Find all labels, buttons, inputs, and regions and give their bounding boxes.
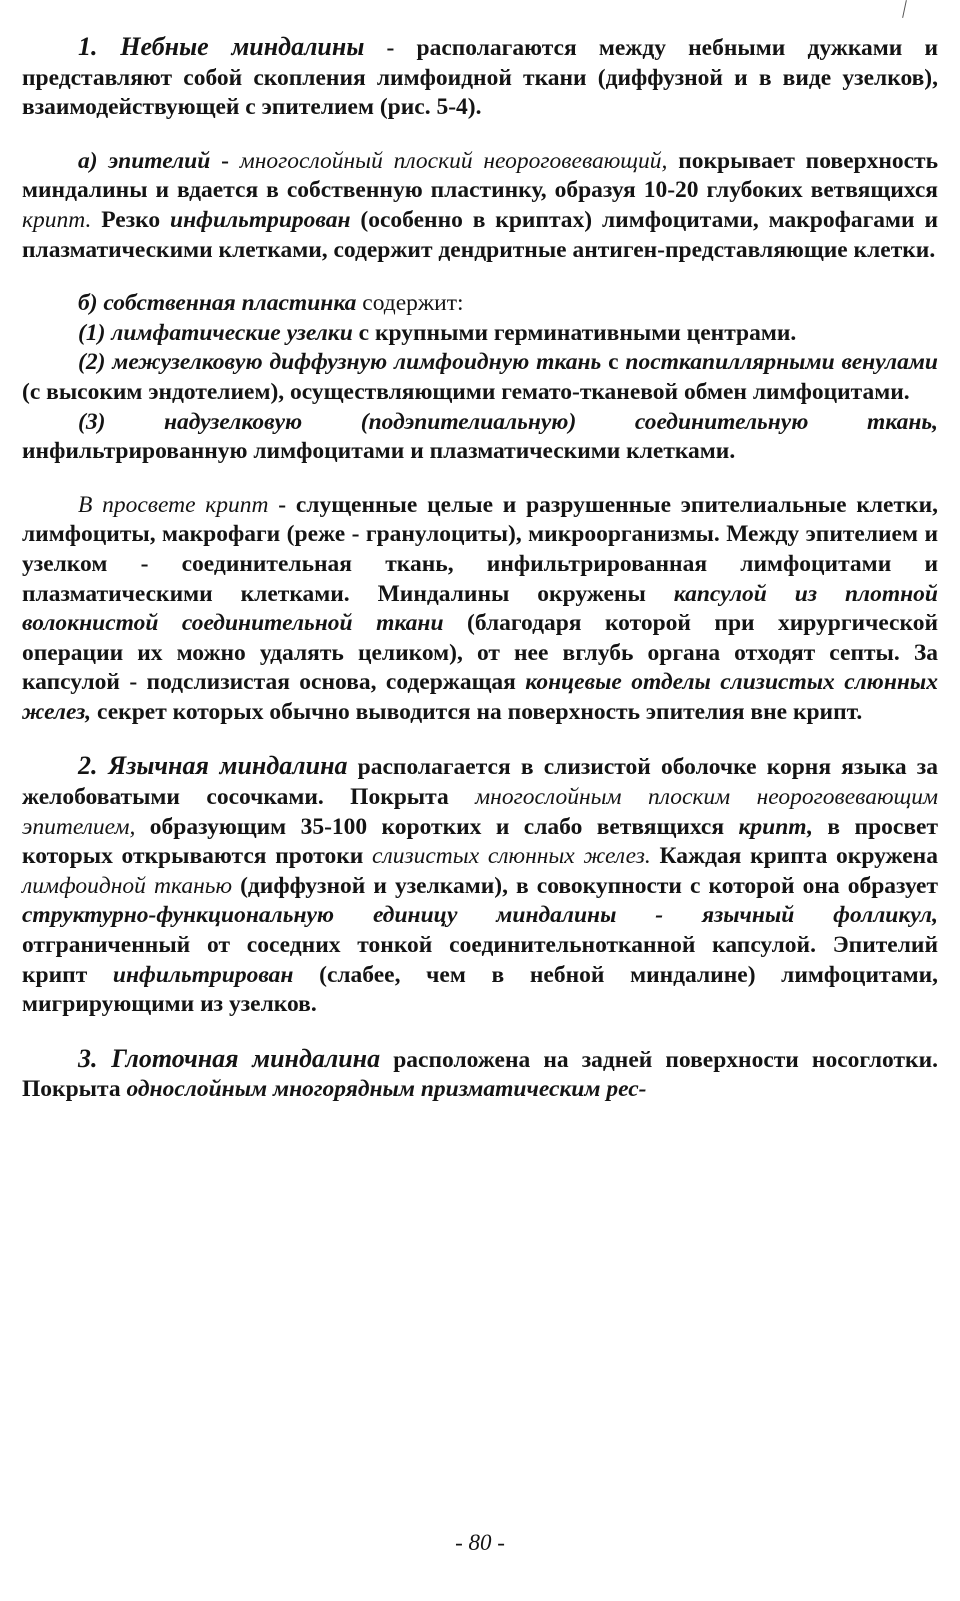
text-run: капсулой из плотной волокнистой соединительной ткани [22, 580, 939, 637]
paragraph-subepithelial-tissue [22, 408, 938, 467]
text-run: 3. Глоточная миндалина [78, 1043, 381, 1073]
text-run: (с высоким эндотелием), осуществляющими гемато-тканевой обмен лимфоцитами. [22, 378, 910, 405]
page-number: - 80 - [455, 1530, 505, 1555]
text-run: концевые отделы слизистых слюнных желез, [22, 669, 938, 725]
text-run: инфильтрирован [170, 206, 351, 233]
text-run: (особенно в криптах) лимфоцитами, макрофагами и плазматическими клетками, содержит дендритные антиген-представляющие клетки. [22, 206, 938, 263]
text-run: (диффузной и узелками), в совокупности с которой она образует [232, 872, 938, 899]
text-run: отграниченный от соседних тонкой соединительнотканной капсулой. Эпителий крипт [22, 932, 938, 988]
text-run: содержит: [356, 290, 464, 317]
text-run: 2. Язычная миндалина [78, 751, 348, 781]
paragraph-palatine-tonsils [22, 32, 938, 123]
paragraph-pharyngeal-tonsil [22, 1044, 938, 1105]
paragraph-crypt-lumen [22, 491, 938, 728]
text-run: инфильтрированную лимфоцитами и плазматическими клетками. [22, 438, 736, 465]
text-run: (благодаря которой при хирургической операции их можно удалять целиком), от нее вглубь органа отходят септы. За капсулой - подслизистая основа, содержащая [22, 610, 938, 696]
text-run: инфильтрирован [112, 961, 294, 988]
paragraph-epithelium [22, 147, 938, 265]
text-run: (3) надузелковую (подэпителиальную) соединительную ткань, [78, 408, 938, 435]
text-run: В просвете крипт [78, 491, 269, 518]
text-run: многослойный плоский неороговевающий, [239, 147, 668, 174]
text-run: (1) лимфатические узелки [78, 319, 353, 346]
text-run: покрывает поверхность миндалины и вдается в собственную пластинку, образуя 10-20 глубоких ветвящихся [22, 147, 939, 204]
text-run: Каждая крипта окружена [650, 843, 938, 870]
text-run: Резко [91, 206, 171, 233]
paragraph-lingual-tonsil [22, 751, 938, 1019]
paragraph-lamina-propria [22, 289, 938, 319]
page-body [22, 32, 938, 1105]
text-run: лимфоидной тканью [22, 872, 233, 899]
text-run: образующим 35-100 коротких и слабо ветвящихся [135, 813, 739, 840]
scan-mark [902, 0, 907, 18]
text-run: слизистых слюнных желез. [372, 843, 651, 870]
text-run: крипт. [22, 206, 92, 233]
text-run: структурно-функциональную единицу миндалины - язычный фолликул, [22, 902, 938, 929]
paragraph-lymph-nodules [22, 319, 938, 349]
text-run: а) эпителий [78, 147, 211, 174]
text-run: с [601, 349, 626, 376]
text-run: в просвет которых открываются протоки [22, 813, 938, 870]
text-run: - слущенные целые и разрушенные эпителиальные клетки, лимфоциты, макрофаги (реже - гранулоциты), микроорганизмы. Между эпителием и узелком - соединительная ткань, инфильтрированная лимфоцитами и плазматическими клетками. Миндалины окружены [22, 491, 938, 607]
text-run: располагается в слизистой оболочке корня языка за желобоватыми сосочками. Покрыта [22, 754, 939, 811]
text-run: (2) межузелковую диффузную лимфоидную ткань [78, 349, 602, 376]
text-run: (слабее, чем в небной миндалине) лимфоцитами, мигрирующими из узелков. [22, 961, 939, 1018]
text-run: посткапиллярными венулами [625, 349, 938, 376]
text-run: расположена на задней поверхности носоглотки. Покрыта [22, 1046, 938, 1103]
text-run: - [210, 147, 240, 174]
paragraph-interfollicular-tissue [22, 348, 938, 407]
text-run: секрет которых обычно выводится на поверхность эпителия вне крипт. [91, 698, 863, 725]
text-run: однослойным многорядным призматическим рес- [126, 1076, 647, 1103]
text-run: - располагаются между небными дужками и представляют собой скопления лимфоидной ткани (диффузной и в виде узелков), взаимодействующей с эпителием (рис. 5-4). [22, 35, 938, 121]
text-run: многослойным плоским неороговевающим эпителием, [22, 784, 938, 840]
text-run: 1. Небные миндалины [78, 32, 365, 61]
text-run: крипт, [738, 813, 814, 840]
text-run: б) собственная пластинка [78, 290, 357, 317]
text-run: с крупными герминативными центрами. [352, 319, 797, 346]
